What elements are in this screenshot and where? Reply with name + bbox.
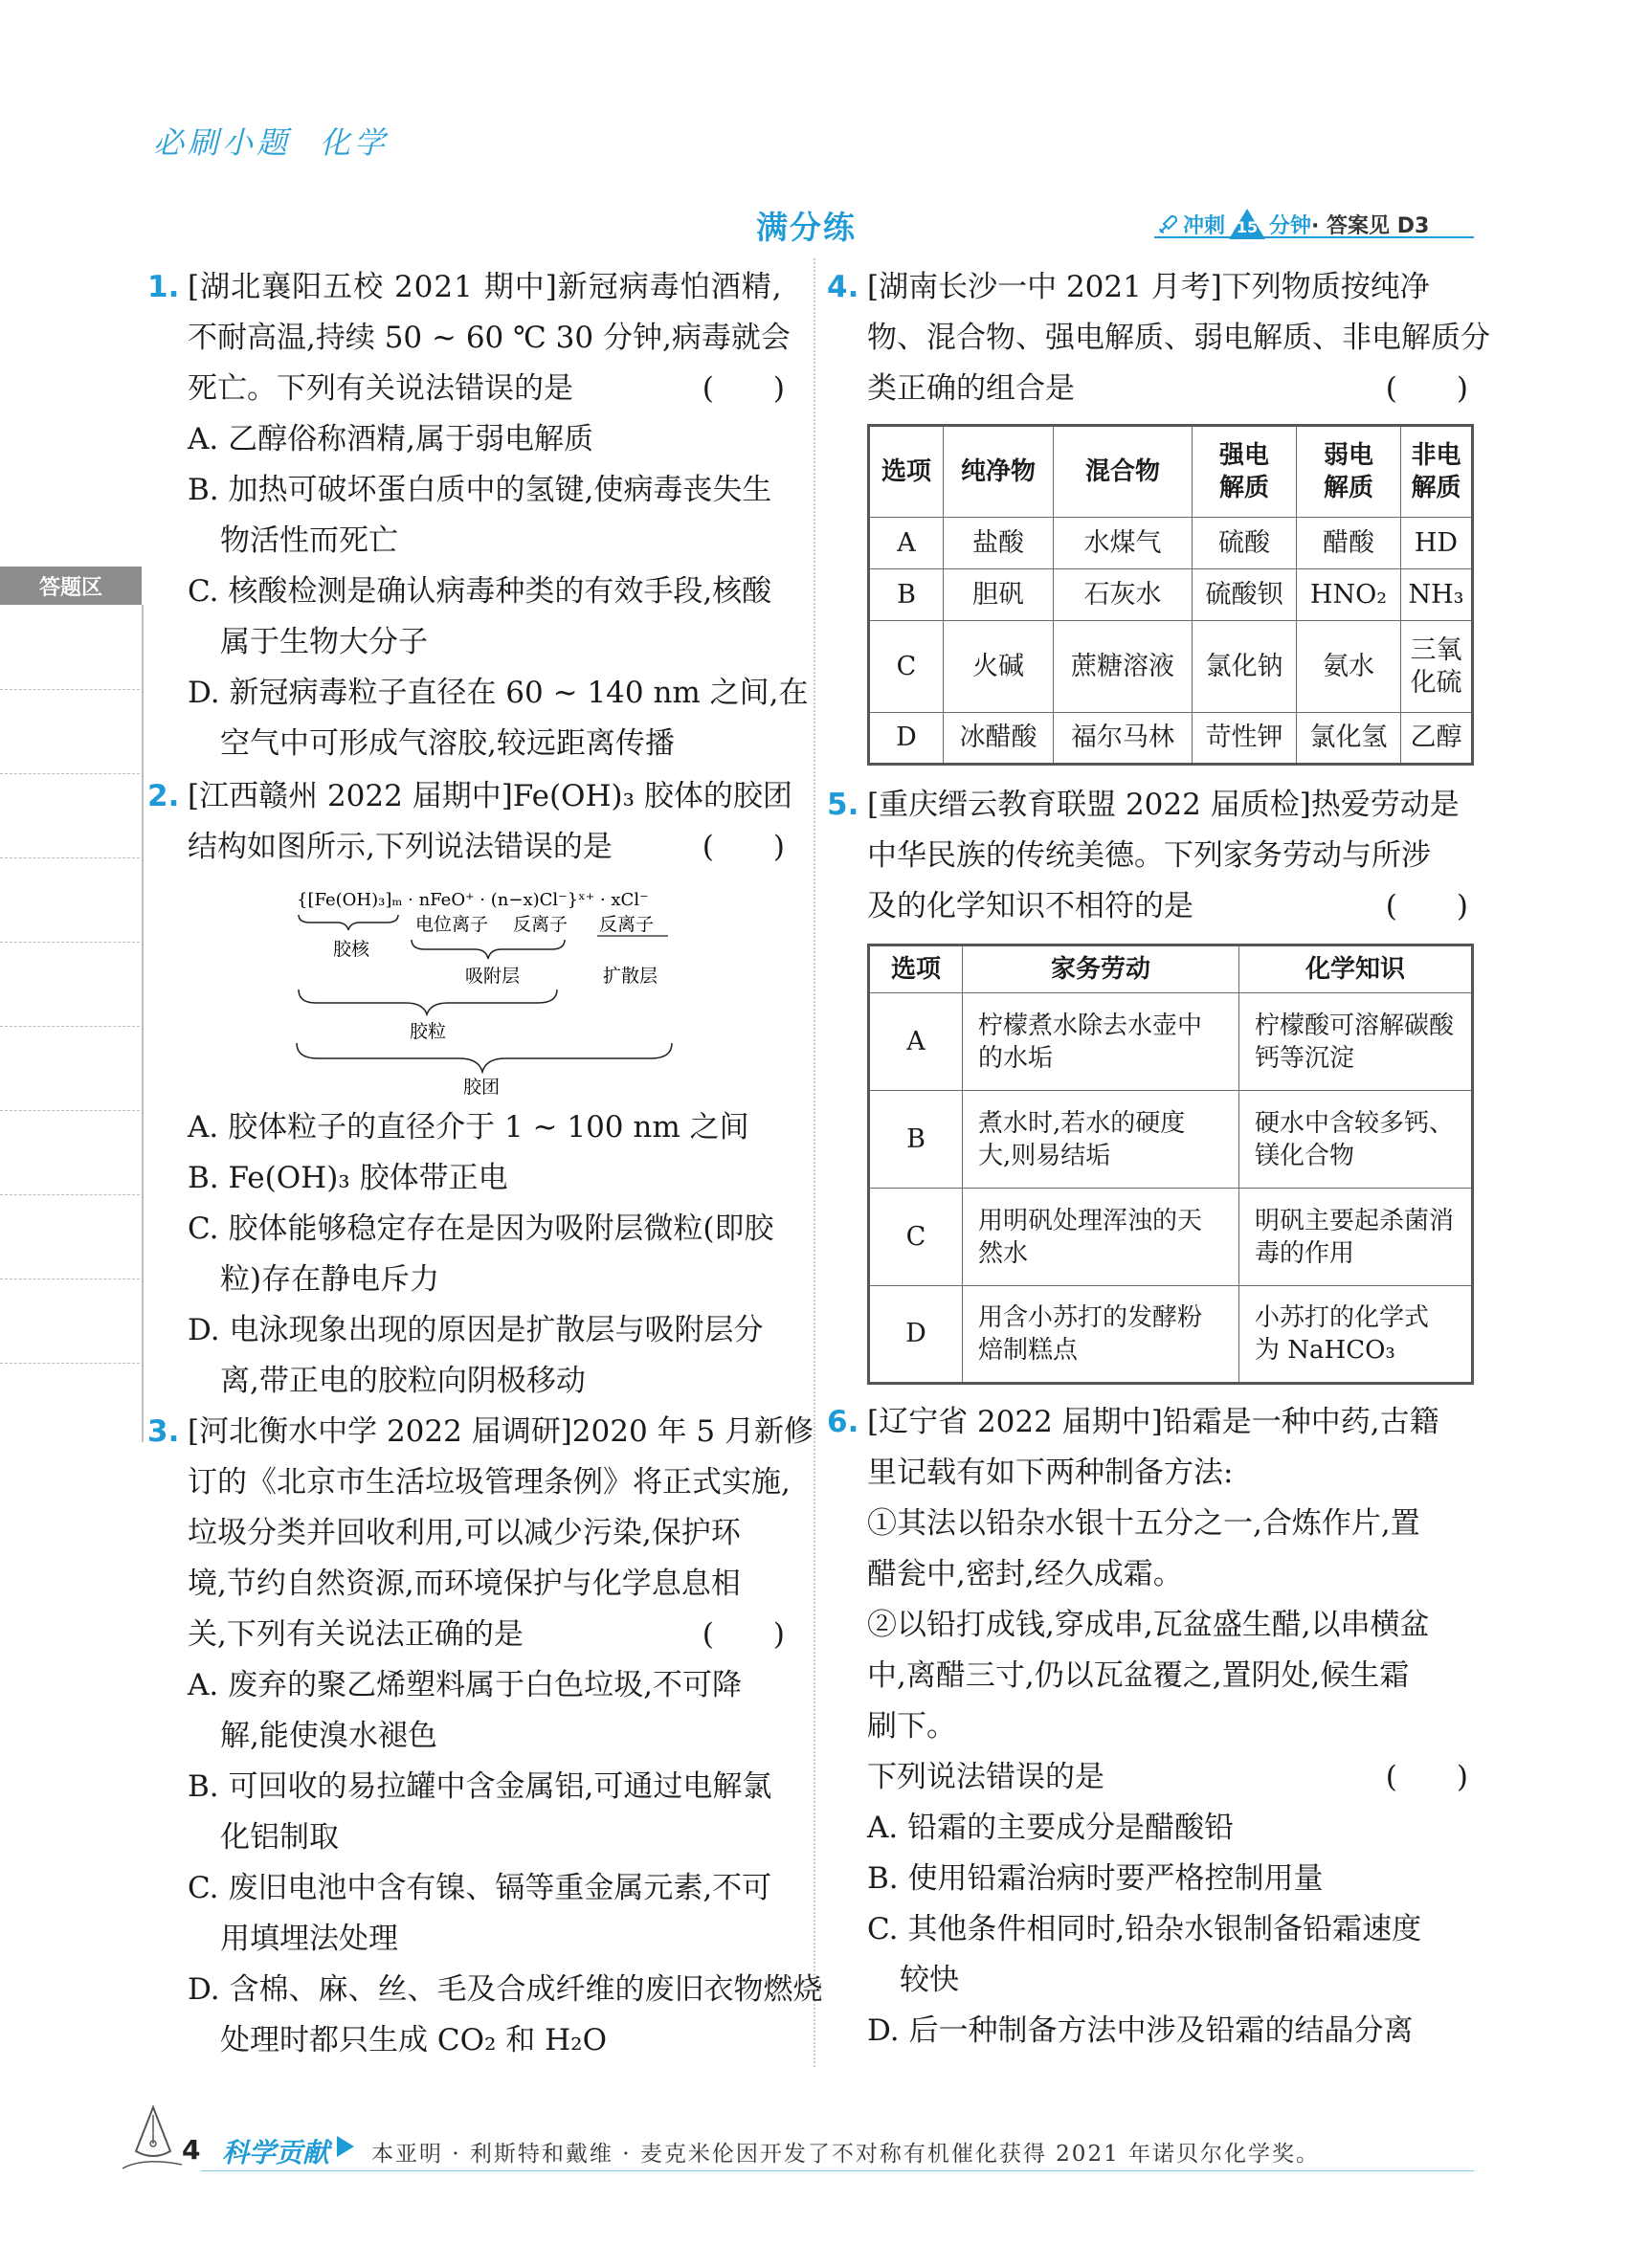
question-number: 3. [147, 1414, 180, 1449]
option-b-cont: 物活性而死亡 [220, 523, 398, 558]
table-cell: 胆矾 [944, 569, 1054, 621]
table-cell: C [869, 621, 944, 713]
question-3 [147, 1407, 823, 2066]
sprint-minutes: 15 [1236, 218, 1259, 236]
sprint-suffix: 分钟 [1269, 213, 1312, 238]
option-a: A. 铅霜的主要成分是醋酸铅 [867, 1811, 1235, 1845]
option-d: D. 电泳现象出现的原因是扩散层与吸附层分 [188, 1313, 764, 1347]
question-stem-line: [重庆缙云教育联盟 2022 届质检]热爱劳动是 [867, 788, 1460, 822]
table-cell: A [869, 993, 963, 1091]
footer-rule [201, 2170, 1474, 2171]
option-c-cont: 较快 [900, 1963, 959, 1997]
option-a: A. 乙醇俗称酒精,属于弱电解质 [188, 422, 593, 456]
brace-core [299, 915, 398, 930]
label-adsorption-layer: 吸附层 [465, 966, 521, 987]
answer-paren: ( ) [702, 830, 785, 864]
answer-line [0, 1194, 140, 1195]
question-number: 5. [827, 788, 859, 822]
table-cell: 氯化氢 [1297, 713, 1401, 765]
table-cell: 盐酸 [944, 518, 1054, 569]
answer-paren: ( ) [702, 1617, 785, 1652]
question-number: 2. [147, 779, 180, 813]
question-2 [147, 771, 792, 873]
housework-table [867, 944, 1474, 1385]
table-cell: 硬水中含较多钙、 镁化合物 [1239, 1091, 1473, 1189]
question-number: 1. [147, 270, 180, 304]
option-c: C. 其他条件相同时,铅杂水银制备铅霜速度 [867, 1912, 1422, 1946]
subject-name: 化学 [320, 124, 390, 161]
question-number: 4. [827, 270, 859, 304]
table-header-cell: 非电 解质 [1401, 426, 1473, 518]
table-header-row [869, 426, 1473, 518]
method-1: ①其法以铅杂水银十五分之一,合炼作片,置 [867, 1506, 1420, 1541]
question-stem-line: 死亡。下列有关说法错误的是 [188, 371, 573, 406]
label-micelle: 胶团 [463, 1077, 501, 1098]
option-d: D. 含棉、麻、丝、毛及合成纤维的废旧衣物燃烧 [188, 1972, 823, 2007]
table-cell: 福尔马林 [1054, 713, 1193, 765]
sprint-prefix: 冲刺 [1183, 213, 1226, 238]
answer-paren: ( ) [702, 371, 785, 406]
table-header-cell: 选项 [869, 945, 963, 993]
question-stem: 下列说法错误的是 [867, 1760, 1104, 1794]
table-cell: 蔗糖溶液 [1054, 621, 1193, 713]
table-cell: 水煤气 [1054, 518, 1193, 569]
table-header-cell: 家务劳动 [963, 945, 1239, 993]
table-cell: HD [1401, 518, 1473, 569]
table-cell: 乙醇 [1401, 713, 1473, 765]
table-cell: B [869, 1091, 963, 1189]
brace-micelle [297, 1043, 672, 1072]
option-d-cont: 处理时都只生成 CO₂ 和 H₂O [220, 2023, 607, 2057]
table-cell: 煮水时,若水的硬度 大,则易结垢 [963, 1091, 1239, 1189]
table-cell: B [869, 569, 944, 621]
book-header [153, 119, 389, 163]
sprint-underline [1154, 236, 1474, 238]
option-b: B. Fe(OH)₃ 胶体带正电 [188, 1161, 508, 1195]
question-stem-line: [湖南长沙一中 2021 月考]下列物质按纯净 [867, 270, 1430, 304]
label-diffusion-layer: 扩散层 [603, 966, 658, 987]
option-d: D. 后一种制备方法中涉及铅霜的结晶分离 [867, 2013, 1414, 2048]
question-stem-line: 境,节约自然资源,而环境保护与化学息息相 [188, 1567, 741, 1601]
classification-table [867, 424, 1474, 766]
table-header-cell: 强电 解质 [1193, 426, 1297, 518]
question-stem-line: [辽宁省 2022 届期中]铅霜是一种中药,古籍 [867, 1405, 1439, 1439]
brace-particle [299, 989, 557, 1014]
table-cell: 硫酸钡 [1193, 569, 1297, 621]
table-cell: D [869, 1286, 963, 1384]
brace-adsorption [412, 940, 565, 959]
footer-text: 本亚明 · 利斯特和戴维 · 麦克米伦因开发了不对称有机催化获得 2021 年诺贝尔化学奖。 [371, 2142, 1321, 2167]
method-2-cont: 刷下。 [867, 1709, 956, 1744]
table-cell: 冰醋酸 [944, 713, 1054, 765]
fountain-pen-icon [115, 2101, 191, 2178]
table-cell: 用含小苏打的发酵粉 焙制糕点 [963, 1286, 1239, 1384]
table-cell: D [869, 713, 944, 765]
question-stem-line: 中华民族的传统美德。下列家务劳动与所涉 [867, 838, 1431, 873]
table-cell: 硫酸 [1193, 518, 1297, 569]
method-2-cont: 中,离醋三寸,仍以瓦盆覆之,置阴处,候生霜 [867, 1658, 1410, 1693]
table-header-cell: 弱电 解质 [1297, 426, 1401, 518]
footer-arrow-icon [337, 2136, 354, 2157]
question-stem-line: [江西赣州 2022 届期中]Fe(OH)₃ 胶体的胶团 [188, 779, 792, 813]
option-c-cont: 用填埋法处理 [220, 1922, 398, 1956]
table-cell: 氯化钠 [1193, 621, 1297, 713]
triangle-badge [1229, 209, 1265, 239]
book-title: 必刷小题 [153, 124, 292, 161]
answer-line [0, 1110, 140, 1111]
answer-line [0, 1363, 140, 1364]
label-counter-ion-2: 反离子 [599, 914, 655, 935]
table-cell: 石灰水 [1054, 569, 1193, 621]
question-stem-line: 物、混合物、强电解质、弱电解质、非电解质分 [867, 321, 1490, 355]
question-stem-line: 订的《北京市生活垃圾管理条例》将正式实施, [188, 1465, 791, 1500]
question-stem-line: 结构如图所示,下列说法错误的是 [188, 830, 613, 864]
answer-reference: · 答案见 D3 [1311, 213, 1430, 238]
option-b: B. 加热可破坏蛋白质中的氢键,使病毒丧失生 [188, 473, 772, 507]
table-cell: 柠檬酸可溶解碳酸 钙等沉淀 [1239, 993, 1473, 1091]
option-b: B. 可回收的易拉罐中含金属铝,可通过电解氯 [188, 1769, 772, 1804]
question-stem-line: 关,下列有关说法正确的是 [188, 1617, 524, 1652]
colloid-formula: {[Fe(OH)₃]ₘ · nFeO⁺ · (n−x)Cl⁻}ˣ⁺ · xCl⁻ [297, 890, 649, 910]
table-row [869, 713, 1473, 765]
answer-area [0, 605, 144, 1442]
label-counter-ion: 反离子 [513, 914, 569, 935]
table-row [869, 518, 1473, 569]
table-cell: 柠檬煮水除去水壶中 的水垢 [963, 993, 1239, 1091]
answer-line [0, 857, 140, 858]
answer-paren: ( ) [1385, 371, 1468, 406]
table-row [869, 1091, 1473, 1189]
method-1-cont: 醋瓮中,密封,经久成霜。 [867, 1557, 1183, 1591]
question-stem-line: 不耐高温,持续 50 ~ 60 ℃ 30 分钟,病毒就会 [188, 321, 791, 355]
table-cell: 明矾主要起杀菌消 毒的作用 [1239, 1189, 1473, 1286]
option-c: C. 废旧电池中含有镍、镉等重金属元素,不可 [188, 1871, 772, 1905]
table-row [869, 621, 1473, 713]
option-a: A. 胶体粒子的直径介于 1 ~ 100 nm 之间 [188, 1110, 749, 1145]
question-stem-line: 及的化学知识不相符的是 [867, 889, 1193, 923]
table-cell: C [869, 1189, 963, 1286]
table-row [869, 1189, 1473, 1286]
option-d-cont: 空气中可形成气溶胶,较远距离传播 [220, 726, 675, 761]
question-stem-line: 里记载有如下两种制备方法: [867, 1456, 1234, 1490]
answer-paren: ( ) [1385, 1760, 1468, 1794]
table-cell: 醋酸 [1297, 518, 1401, 569]
table-cell: 三氧 化硫 [1401, 621, 1473, 713]
table-cell: A [869, 518, 944, 569]
question-5 [827, 780, 1474, 932]
table-row [869, 1286, 1473, 1384]
question-6 [827, 1397, 1474, 2057]
footer-label: 科学贡献 [222, 2137, 330, 2168]
label-particle: 胶粒 [410, 1021, 447, 1042]
method-2: ②以铅打成钱,穿成串,瓦盆盛生醋,以串横盆 [867, 1608, 1430, 1642]
table-cell: 用明矾处理浑浊的天 然水 [963, 1189, 1239, 1286]
table-header-cell: 混合物 [1054, 426, 1193, 518]
page-number: 4 [182, 2134, 201, 2166]
option-b: B. 使用铅霜治病时要严格控制用量 [867, 1861, 1324, 1896]
table-cell: NH₃ [1401, 569, 1473, 621]
label-coord-ion: 电位离子 [415, 914, 489, 935]
question-stem-line: 垃圾分类并回收利用,可以减少污染,保护环 [188, 1516, 741, 1550]
question-1 [147, 262, 809, 769]
label-core: 胶核 [333, 939, 370, 960]
table-cell: HNO₂ [1297, 569, 1401, 621]
table-cell: 小苏打的化学式 为 NaHCO₃ [1239, 1286, 1473, 1384]
table-header-cell: 选项 [869, 426, 944, 518]
table-cell: 苛性钾 [1193, 713, 1297, 765]
question-number: 6. [827, 1405, 859, 1439]
question-stem-line: [河北衡水中学 2022 届调研]2020 年 5 月新修 [188, 1414, 814, 1449]
question-stem-line: 类正确的组合是 [867, 371, 1075, 406]
answer-line [0, 773, 140, 774]
table-cell: 火碱 [944, 621, 1054, 713]
option-d-cont: 离,带正电的胶粒向阴极移动 [220, 1364, 586, 1398]
answer-line [0, 1026, 140, 1027]
section-title: 满分练 [756, 209, 857, 246]
answer-area-tab: 答题区 [0, 567, 142, 605]
table-header-row [869, 945, 1473, 993]
option-b-cont: 化铝制取 [220, 1820, 339, 1855]
question-2-options [188, 1102, 791, 1407]
option-c: C. 核酸检测是确认病毒种类的有效手段,核酸 [188, 574, 772, 609]
option-c-cont: 属于生物大分子 [220, 625, 428, 659]
table-row [869, 569, 1473, 621]
option-c-cont: 粒)存在静电斥力 [220, 1262, 440, 1297]
answer-paren: ( ) [1385, 889, 1468, 923]
answer-line [0, 942, 140, 943]
option-a-cont: 解,能使溴水褪色 [220, 1719, 437, 1753]
answer-line [0, 689, 140, 690]
column-divider [814, 258, 815, 2067]
question-4 [827, 262, 1490, 414]
table-header-cell: 化学知识 [1239, 945, 1473, 993]
colloid-structure-diagram [287, 878, 689, 1099]
option-c: C. 胶体能够稳定存在是因为吸附层微粒(即胶 [188, 1212, 774, 1246]
rocket-icon [1158, 213, 1179, 234]
question-stem-line: [湖北襄阳五校 2021 期中]新冠病毒怕酒精, [188, 270, 783, 304]
table-row [869, 993, 1473, 1091]
option-d: D. 新冠病毒粒子直径在 60 ~ 140 nm 之间,在 [188, 676, 809, 710]
option-a: A. 废弃的聚乙烯塑料属于白色垃圾,不可降 [188, 1668, 742, 1702]
table-header-cell: 纯净物 [944, 426, 1054, 518]
table-cell: 氨水 [1297, 621, 1401, 713]
